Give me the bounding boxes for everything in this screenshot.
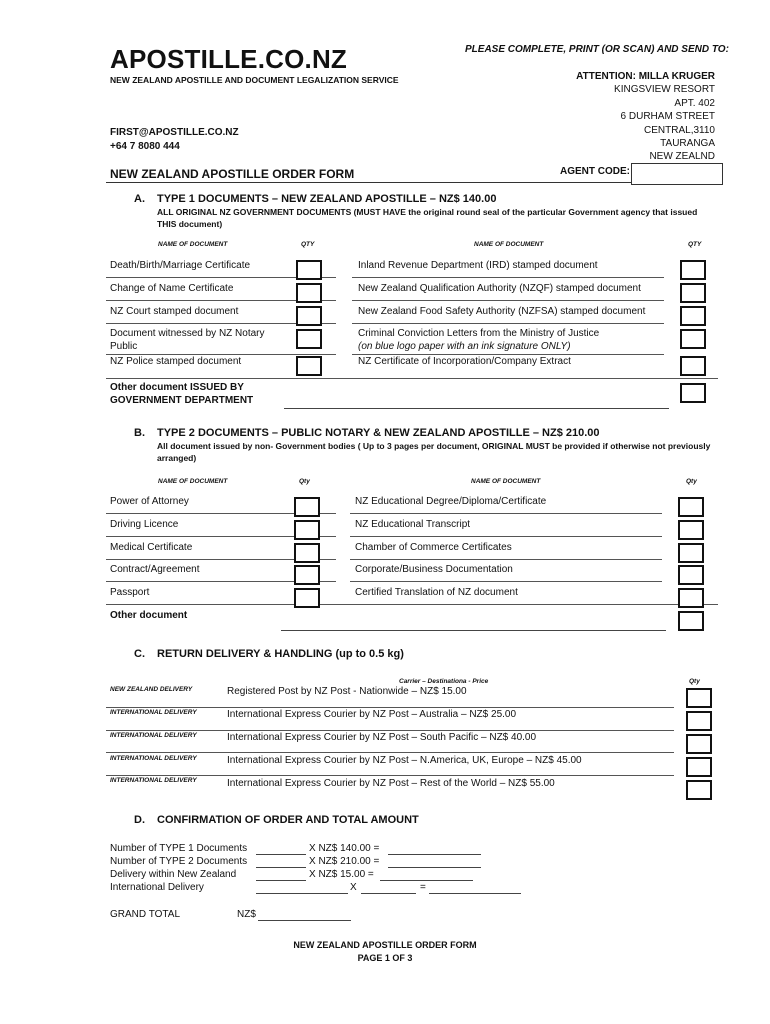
doc-label: Document witnessed by NZ Notary — [110, 328, 265, 339]
section-b-col-name: NAME OF DOCUMENT — [158, 478, 228, 485]
section-d-title: CONFIRMATION OF ORDER AND TOTAL AMOUNT — [157, 814, 419, 826]
qty-checkbox[interactable] — [686, 780, 712, 800]
doc-label: Criminal Conviction Letters from the Ministry of Justice — [358, 328, 600, 339]
other-doc-input[interactable] — [284, 408, 669, 409]
calc-type2-qty-input[interactable] — [256, 867, 306, 868]
address-line: 6 DURHAM STREET — [620, 111, 715, 123]
section-a-col-qty: QTY — [301, 241, 315, 248]
grand-total-input[interactable] — [258, 920, 351, 921]
calc-type2-label: Number of TYPE 2 Documents — [110, 856, 248, 867]
section-c-col-carrier: Carrier – Destinationa - Price — [399, 678, 489, 685]
qty-checkbox[interactable] — [680, 283, 706, 303]
address-attention: ATTENTION: MILLA KRUGER — [576, 71, 715, 82]
doc-label: New Zealand Food Safety Authority (NZFSA) stamped document — [358, 306, 646, 317]
calc-nz-delivery-label: Delivery within New Zealand — [110, 869, 237, 880]
section-a-col-qty-right: QTY — [688, 241, 702, 248]
qty-checkbox[interactable] — [296, 260, 322, 280]
delivery-type: NEW ZEALAND DELIVERY — [110, 686, 193, 693]
send-instruction: PLEASE COMPLETE, PRINT (OR SCAN) AND SEND TO: — [465, 44, 729, 55]
delivery-option: International Express Courier by NZ Post – Rest of the World – NZ$ 55.00 — [227, 778, 555, 789]
address-line: TAURANGA — [660, 138, 715, 150]
section-b-letter: B. — [134, 427, 145, 439]
calc-type2-price: X NZ$ 210.00 = — [309, 856, 380, 867]
doc-label: Power of Attorney — [110, 496, 189, 507]
qty-checkbox[interactable] — [680, 306, 706, 326]
doc-label: Change of Name Certificate — [110, 283, 234, 294]
section-b-note: All document issued by non- Government bodies ( Up to 3 pages per document, ORIGINAL MUST be provided if otherwise not previously arranged) — [157, 441, 711, 463]
delivery-option: International Express Courier by NZ Post – South Pacific – NZ$ 40.00 — [227, 732, 537, 743]
section-c-title: RETURN DELIVERY & HANDLING (up to 0.5 kg) — [157, 648, 404, 660]
qty-checkbox[interactable] — [678, 497, 704, 517]
qty-checkbox[interactable] — [678, 520, 704, 540]
qty-checkbox[interactable] — [294, 565, 320, 585]
delivery-type: INTERNATIONAL DELIVERY — [110, 709, 197, 716]
section-c-col-qty: Qty — [689, 678, 700, 685]
other-doc-label: Other document ISSUED BY — [110, 382, 244, 393]
calc-nz-delivery-total-input[interactable] — [380, 880, 473, 881]
section-c-letter: C. — [134, 648, 145, 660]
delivery-type: INTERNATIONAL DELIVERY — [110, 732, 197, 739]
qty-checkbox[interactable] — [296, 329, 322, 349]
doc-label: Passport — [110, 587, 150, 598]
doc-label: NZ Educational Degree/Diploma/Certificate — [355, 496, 547, 507]
other-doc-label: Other document — [110, 610, 188, 621]
qty-checkbox[interactable] — [686, 711, 712, 731]
doc-label: NZ Police stamped document — [110, 356, 242, 367]
company-tagline: NEW ZEALAND APOSTILLE AND DOCUMENT LEGALIZATION SERVICE — [110, 75, 399, 85]
section-d-letter: D. — [134, 814, 145, 826]
qty-checkbox[interactable] — [680, 260, 706, 280]
doc-label: NZ Court stamped document — [110, 306, 239, 317]
contact-phone[interactable]: +64 7 8080 444 — [110, 141, 180, 152]
doc-label: NZ Educational Transcript — [355, 519, 471, 530]
section-b-col-qty: Qty — [299, 478, 310, 485]
qty-checkbox[interactable] — [294, 588, 320, 608]
doc-label: NZ Certificate of Incorporation/Company Extract — [358, 356, 571, 367]
delivery-option: International Express Courier by NZ Post – Australia – NZ$ 25.00 — [227, 709, 517, 720]
calc-type1-total-input[interactable] — [388, 854, 481, 855]
grand-total-label: GRAND TOTAL — [110, 909, 181, 920]
calc-intl-delivery-total-input[interactable] — [429, 893, 521, 894]
section-b-col-name-right: NAME OF DOCUMENT — [471, 478, 541, 485]
footer-title: NEW ZEALAND APOSTILLE ORDER FORM — [293, 940, 477, 950]
qty-checkbox[interactable] — [678, 588, 704, 608]
calc-intl-delivery-price-input[interactable] — [361, 893, 416, 894]
doc-label: Certified Translation of NZ document — [355, 587, 518, 598]
calc-type2-total-input[interactable] — [388, 867, 481, 868]
section-b-col-qty-right: Qty — [686, 478, 697, 485]
calc-intl-delivery-x: X — [350, 882, 357, 893]
qty-checkbox[interactable] — [686, 734, 712, 754]
doc-label: Inland Revenue Department (IRD) stamped document — [358, 260, 598, 271]
contact-email[interactable]: FIRST@APOSTILLE.CO.NZ — [110, 127, 239, 138]
delivery-type: INTERNATIONAL DELIVERY — [110, 755, 197, 762]
doc-label-note: (on blue logo paper with an ink signature ONLY) — [358, 341, 571, 352]
company-logo: APOSTILLE.CO.NZ — [110, 44, 347, 74]
qty-checkbox[interactable] — [680, 329, 706, 349]
calc-type1-price: X NZ$ 140.00 = — [309, 843, 380, 854]
address-line: APT. 402 — [674, 97, 715, 109]
page-number: PAGE 1 OF 3 — [357, 953, 413, 963]
delivery-option: Registered Post by NZ Post - Nationwide – NZ$ 15.00 — [227, 686, 467, 697]
other-doc-input[interactable] — [281, 630, 666, 631]
section-a-note: ALL ORIGINAL NZ GOVERNMENT DOCUMENTS (MUST HAVE the original round seal of the particular Government agency that issued THIS document) — [157, 207, 698, 229]
qty-checkbox[interactable] — [294, 543, 320, 563]
section-a-letter: A. — [134, 193, 145, 205]
agent-code-input[interactable] — [631, 163, 723, 185]
doc-label: Chamber of Commerce Certificates — [355, 542, 512, 553]
doc-label: Death/Birth/Marriage Certificate — [110, 260, 251, 271]
agent-code-label: AGENT CODE: — [560, 166, 630, 177]
qty-checkbox[interactable] — [680, 383, 706, 403]
qty-checkbox[interactable] — [678, 565, 704, 585]
delivery-type: INTERNATIONAL DELIVERY — [110, 777, 197, 784]
other-doc-label: GOVERNMENT DEPARTMENT — [110, 395, 254, 406]
calc-type1-qty-input[interactable] — [256, 854, 306, 855]
qty-checkbox[interactable] — [296, 356, 322, 376]
qty-checkbox[interactable] — [294, 497, 320, 517]
qty-checkbox[interactable] — [686, 757, 712, 777]
doc-label: Corporate/Business Documentation — [355, 564, 513, 575]
section-a-title: TYPE 1 DOCUMENTS – NEW ZEALAND APOSTILLE – NZ$ 140.00 — [157, 193, 497, 205]
section-b-title: TYPE 2 DOCUMENTS – PUBLIC NOTARY & NEW ZEALAND APOSTILLE – NZ$ 210.00 — [157, 427, 600, 439]
grand-total-currency: NZ$ — [237, 909, 256, 920]
address-line: CENTRAL,3110 — [644, 124, 715, 136]
doc-label: New Zealand Qualification Authority (NZQF) stamped document — [358, 283, 641, 294]
delivery-option: International Express Courier by NZ Post – N.America, UK, Europe – NZ$ 45.00 — [227, 755, 582, 766]
form-title: NEW ZEALAND APOSTILLE ORDER FORM — [110, 167, 355, 181]
doc-label: Public — [110, 341, 138, 352]
section-a-col-name-right: NAME OF DOCUMENT — [474, 241, 544, 248]
doc-label: Driving Licence — [110, 519, 179, 530]
calc-type1-label: Number of TYPE 1 Documents — [110, 843, 248, 854]
section-a-col-name: NAME OF DOCUMENT — [158, 241, 228, 248]
qty-checkbox[interactable] — [686, 688, 712, 708]
qty-checkbox[interactable] — [296, 283, 322, 303]
qty-checkbox[interactable] — [680, 356, 706, 376]
calc-nz-delivery-price: X NZ$ 15.00 = — [309, 869, 374, 880]
qty-checkbox[interactable] — [296, 306, 322, 326]
address-line: KINGSVIEW RESORT — [614, 84, 715, 96]
calc-nz-delivery-qty-input[interactable] — [256, 880, 306, 881]
calc-intl-delivery-qty-input[interactable] — [256, 893, 348, 894]
qty-checkbox[interactable] — [678, 611, 704, 631]
doc-label: Medical Certificate — [110, 542, 193, 553]
doc-label: Contract/Agreement — [110, 564, 200, 575]
qty-checkbox[interactable] — [678, 543, 704, 563]
mailing-address — [576, 70, 715, 164]
title-divider — [106, 182, 631, 183]
address-line: NEW ZEALND — [649, 151, 715, 163]
calc-intl-delivery-label: International Delivery — [110, 882, 204, 893]
qty-checkbox[interactable] — [294, 520, 320, 540]
calc-intl-delivery-eq: = — [420, 882, 426, 893]
